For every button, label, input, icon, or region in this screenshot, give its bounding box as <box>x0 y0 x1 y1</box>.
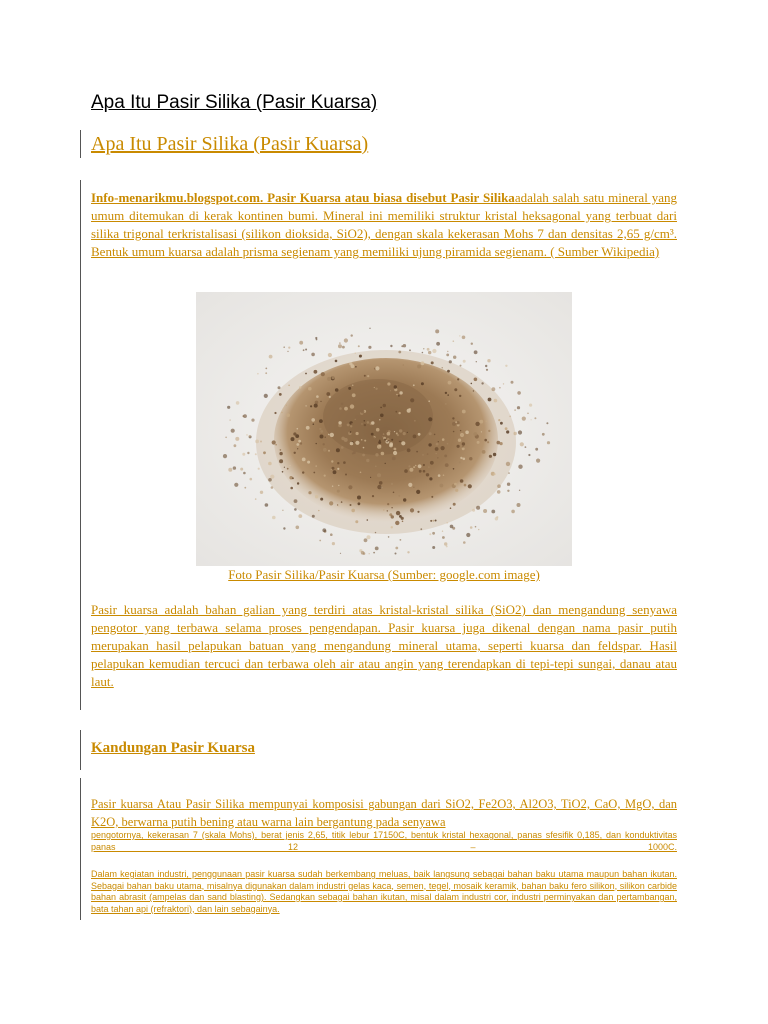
intro-paragraph[interactable] <box>91 189 677 261</box>
image-caption[interactable]: Foto Pasir Silika/Pasir Kuarsa (Sumber: google.com image) <box>228 567 540 582</box>
margin-bar <box>80 778 81 920</box>
intro-source[interactable]: Info-menarikmu.blogspot.com. Pasir Kuarsa atau biasa disebut Pasir Silika <box>91 190 515 205</box>
margin-bar <box>80 130 81 158</box>
section-heading[interactable]: Kandungan Pasir Kuarsa <box>91 740 255 756</box>
intro-text[interactable]: adalah salah satu mineral yang umum ditemukan di kerak kontinen bumi. Mineral ini memiliki struktur kristal heksagonal yang terbuat dari silika trigonal terkristalisasi (silikon dioksida, SiO2), dengan skala kekerasan Mohs 7 dan densitas 2,65 g/cm³. Bentuk umum kuarsa adalah prisma segienam yang memiliki ujung piramida segienam. ( Sumber Wikipedia) <box>91 190 677 259</box>
sand-pile-image <box>196 292 572 566</box>
sand-photo <box>196 292 572 566</box>
article-heading[interactable]: Apa Itu Pasir Silika (Pasir Kuarsa) <box>91 133 369 155</box>
margin-bar <box>80 180 81 710</box>
paragraph-composition-detail[interactable]: pengotornya, kekerasan 7 (skala Mohs), berat jenis 2,65, titik lebur 17150C, bentuk kristal hexagonal, panas sfesifik 0,185, dan konduktivitas panas 12 – 1000C. <box>91 830 677 852</box>
margin-bar <box>80 730 81 770</box>
paragraph-definition[interactable]: Pasir kuarsa adalah bahan galian yang terdiri atas kristal-kristal silika (SiO2) dan mengandung senyawa pengotor yang terbawa selama proses pengendapan. Pasir kuarsa juga dikenal dengan nama pasir putih merupakan hasil pelapukan batuan yang mengandung mineral utama, seperti kuarsa dan feldspar. Hasil pelapukan kemudian tercuci dan terbawa oleh air atau angin yang terendapkan di tepi-tepi sungai, danau atau laut. <box>91 602 677 689</box>
paragraph-usage[interactable]: Dalam kegiatan industri, penggunaan pasir kuarsa sudah berkembang meluas, baik langsung sebagai bahan baku utama maupun bahan ikutan. Sebagai bahan baku utama, misalnya digunakan dalam industri gelas kaca, semen, tegel, mosaik keramik, bahan baku fero silikon, silikon carbide bahan abrasit (ampelas dan sand blasting). Sedangkan sebagai bahan ikutan, misal dalam industri cor, industri perminyakan dan pertambangan, bata tahan api (refraktori), dan lain sebagainya. <box>91 869 677 914</box>
page-title: Apa Itu Pasir Silika (Pasir Kuarsa) <box>91 92 378 113</box>
paragraph-composition[interactable]: Pasir kuarsa Atau Pasir Silika mempunyai komposisi gabungan dari SiO2, Fe2O3, Al2O3, TiO2, CaO, MgO, dan K2O, berwarna putih bening atau warna lain bergantung pada senyawa <box>91 797 677 829</box>
